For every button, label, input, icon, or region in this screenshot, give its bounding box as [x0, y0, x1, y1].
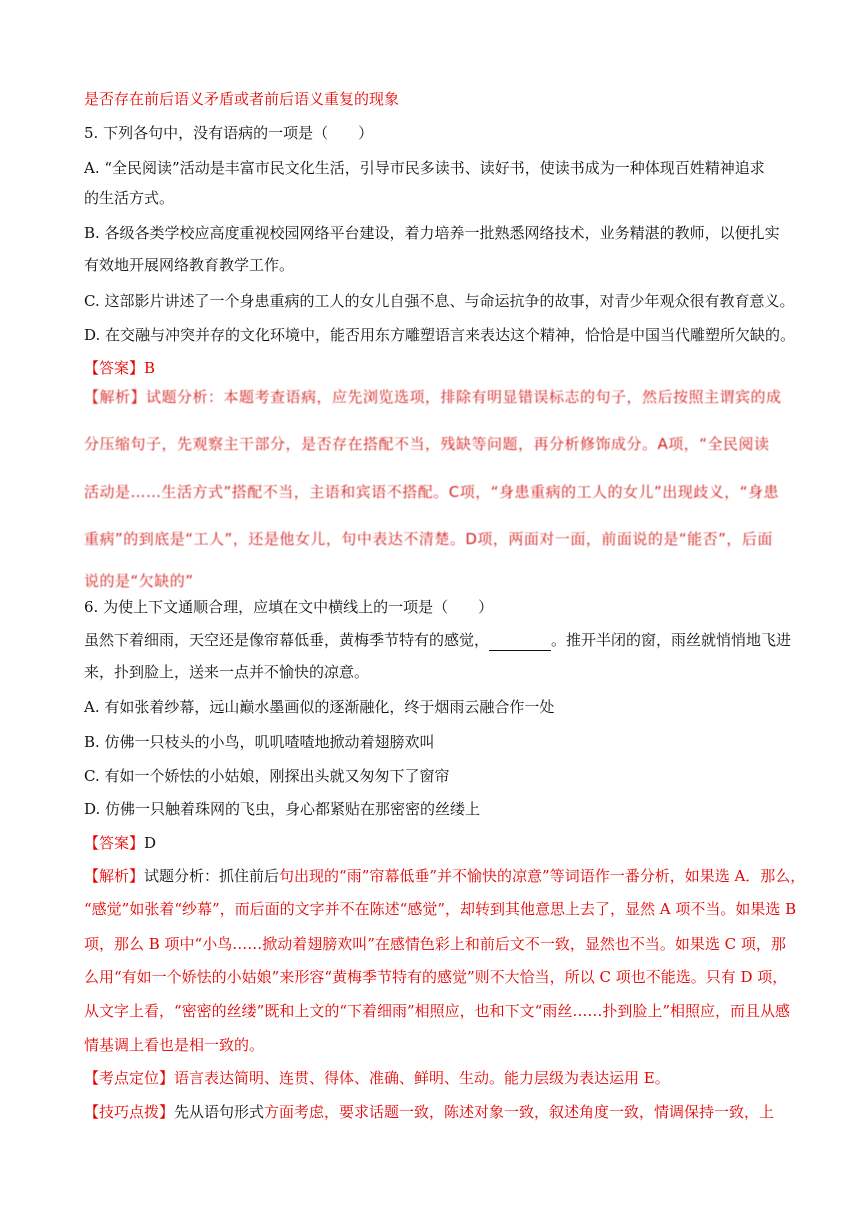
knowledge-point-text: 语言表达简明、连贯、得体、准确、鲜明、生动。能力层级为表达运用 E。 [174, 1069, 670, 1087]
q6-analysis-line2: “感觉”如张着“纱幕”，而后面的文字并不在陈述“感觉”，却转到其他意思上去了，显然 A 项不当。如果选 B [84, 900, 797, 918]
answer-tag: 【答案】 [84, 359, 145, 377]
q5-option-a-line1: A. “全民阅读”活动是丰富市民文化生活，引导市民多读书、读好书，使读书成为一种体现百姓精神追求 [84, 159, 765, 177]
q6-passage-line2: 来，扑到脸上，送来一点并不愉快的凉意。 [84, 663, 370, 681]
q6-analysis-line3: 项，那么 B 项中“小鸟……掀动着翅膀欢叫”在感情色彩上和前后文不一致，显然也不当。如果选 C 项，那 [84, 935, 786, 953]
analysis-tag: 【解析】 [84, 867, 145, 885]
q6-option-d: D. 仿佛一只触着珠网的飞虫，身心都紧贴在那密密的丝缕上 [84, 800, 481, 818]
q6-option-b: B. 仿佛一只枝头的小鸟，叽叽喳喳地掀动着翅膀欢叫 [84, 733, 435, 751]
q5-analysis-line2: 分压缩句子，先观察主干部分，是否存在搭配不当，残缺等问题，再分析修饰成分。A项，“全民阅读 [84, 435, 770, 453]
answer-tag: 【答案】 [84, 834, 145, 852]
q5-answer [84, 358, 790, 378]
q6-analysis-line1 [84, 866, 806, 886]
q5-analysis-line4: 重病”的到底是“工人”，还是他女儿，句中表达不清楚。D项，两面对一面，前面说的是“能否”，后面 [84, 530, 773, 548]
q6-passage-line1 [84, 630, 790, 651]
technique-tip-text-a: 先从语句形式 [174, 1103, 265, 1121]
knowledge-point [84, 1068, 790, 1088]
analysis-text-b: 句出现的“雨”帘幕低垂”并不愉快的凉意”等词语作一番分析，如果选 A．那么， [279, 867, 806, 885]
q5-option-d: D. 在交融与冲突并存的文化环境中，能否用东方雕塑语言来表达这个精神，恰恰是中国当代雕塑所欠缺的。 [84, 326, 796, 344]
q5-option-c: C. 这部影片讲述了一个身患重病的工人的女儿自强不息、与命运抗争的故事，对青少年观众很有教育意义。 [84, 292, 795, 310]
q6-option-a: A. 有如张着纱幕，远山巅水墨画似的逐渐融化，终于烟雨云融合作一处 [84, 698, 555, 716]
technique-tip-text-b: 方面考虑，要求话题一致，陈述对象一致，叙述角度一致，情调保持一致，上 [264, 1103, 775, 1121]
analysis-text-a: 试题分析：抓住前后 [144, 867, 280, 885]
passage-text-before-blank: 虽然下着细雨，天空还是像帘幕低垂，黄梅季节特有的感觉， [84, 631, 490, 649]
q5-analysis-line5: 说的是“欠缺的” [84, 572, 194, 590]
q6-analysis-line4: 么用“有如一个娇怯的小姑娘”来形容“黄梅季节特有的感觉”则不大恰当，所以 C 项也不能选。只有 D 项， [84, 968, 788, 986]
q5-analysis-line3: 活动是……生活方式”搭配不当，主语和宾语不搭配。C项，“身患重病的工人的女儿”出现歧义，“身患 [84, 483, 780, 501]
q6-option-c: C. 有如一个娇怯的小姑娘，刚探出头就又匆匆下了窗帘 [84, 767, 450, 785]
passage-text-after-blank: 。推开半闭的窗，雨丝就悄悄地飞进 [551, 631, 792, 649]
fill-blank [489, 630, 551, 651]
answer-value: B [144, 359, 156, 377]
question-5-stem: 5. 下列各句中，没有语病的一项是（ ） [84, 124, 374, 142]
q5-analysis-line1: 【解析】试题分析：本题考查语病，应先浏览选项，排除有明显错误标志的句子，然后按照主谓宾的成 [84, 388, 782, 406]
q6-analysis-line5: 从文字上看，“密密的丝缕”既和上文的“下着细雨”相照应，也和下文“雨丝……扑到脸上”相照应，而且从感 [84, 1002, 791, 1020]
answer-value: D [144, 834, 157, 852]
technique-tip-tag: 【技巧点拨】 [84, 1103, 175, 1121]
knowledge-point-tag: 【考点定位】 [84, 1069, 175, 1087]
technique-tip [84, 1102, 790, 1122]
q6-answer [84, 833, 790, 853]
q5-option-b-line2: 有效地开展网络教育教学工作。 [84, 256, 295, 274]
question-6-stem: 6. 为使上下文通顺合理，应填在文中横线上的一项是（ ） [84, 598, 494, 616]
q5-option-b-line1: B. 各级各类学校应高度重视校园网络平台建设，着力培养一批熟悉网络技术，业务精湛的教师，以便扎实 [84, 224, 780, 242]
q6-analysis-line6: 情基调上看也是相一致的。 [84, 1036, 265, 1054]
analysis-continuation: 是否存在前后语义矛盾或者前后语义重复的现象 [84, 90, 400, 108]
q5-option-a-line2: 的生活方式。 [84, 189, 175, 207]
